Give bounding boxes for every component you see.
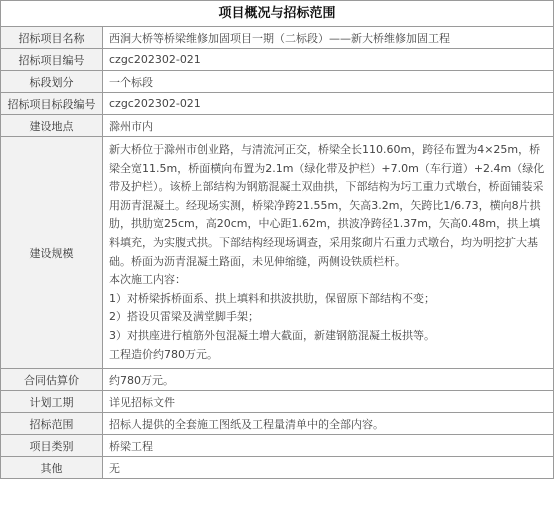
section-division-value: 一个标段 [103, 71, 554, 93]
table-row [1, 49, 554, 71]
row-label: 合同估算价 [1, 369, 103, 391]
section-number-value: czgc202302-021 [103, 93, 554, 115]
row-label: 招标范围 [1, 413, 103, 435]
table-row [1, 391, 554, 413]
table-row [1, 435, 554, 457]
project-name-value: 西涧大桥等桥梁维修加固项目一期（二标段）——新大桥维修加固工程 [103, 27, 554, 49]
table-row [1, 369, 554, 391]
scale-subheading: 本次施工内容： [109, 273, 186, 287]
table-row [1, 115, 554, 137]
construction-scale-value [103, 137, 554, 369]
table-row [1, 413, 554, 435]
table-row [1, 93, 554, 115]
other-value: 无 [103, 457, 554, 479]
scale-cost: 工程造价约780万元。 [109, 347, 218, 361]
row-label: 招标项目名称 [1, 27, 103, 49]
row-label: 项目类别 [1, 435, 103, 457]
schedule-value: 详见招标文件 [103, 391, 554, 413]
project-number-value: czgc202302-021 [103, 49, 554, 71]
row-label: 建设规模 [1, 137, 103, 369]
scale-item: 2）搭设贝雷梁及满堂脚手架； [109, 310, 259, 324]
page-title: 项目概况与招标范围 [0, 0, 554, 26]
row-label: 招标项目标段编号 [1, 93, 103, 115]
row-label: 计划工期 [1, 391, 103, 413]
contract-estimate-value: 约780万元。 [103, 369, 554, 391]
row-label: 招标项目编号 [1, 49, 103, 71]
project-category-value: 桥梁工程 [103, 435, 554, 457]
row-label: 其他 [1, 457, 103, 479]
table-row [1, 71, 554, 93]
location-value: 滁州市内 [103, 115, 554, 137]
scale-description: 新大桥位于滁州市创业路，与清流河正交，桥梁全长110.60m，跨径布置为4×25m，桥梁全宽11.5m，桥面横向布置为2.1m（绿化带及护栏）+7.0m（车行道）+2.4m（绿化带及护栏）。该桥上部结构为钢筋混凝土双曲拱，下部结构为圬工重力式墩台，桥面铺装采用沥青混凝土。经现场实测，桥梁净跨21.55m，矢高3.2m，矢跨比1/6.73，横向8片拱肋，拱肋宽25cm，高20cm，中心距1.62m，拱波净跨径1.37m，矢高0.48m，拱上填料填充，为实腹式拱。下部结构经现场调查，采用浆砌片石重力式墩台，均为明挖扩大基础。桥面为沥青混凝土路面，未见伸缩缝，两侧设铁质栏杆。 [109, 143, 545, 268]
overview-table [0, 26, 554, 479]
table-row [1, 27, 554, 49]
row-label: 标段划分 [1, 71, 103, 93]
table-row [1, 137, 554, 369]
row-label: 建设地点 [1, 115, 103, 137]
table-row [1, 457, 554, 479]
bid-scope-value: 招标人提供的全套施工图纸及工程量清单中的全部内容。 [103, 413, 554, 435]
scale-item: 1）对桥梁拆桥面系、拱上填料和拱波拱肋，保留原下部结构不变； [109, 291, 435, 305]
scale-item: 3）对拱座进行植筋外包混凝土增大截面，新建钢筋混凝土板拱等。 [109, 328, 435, 342]
